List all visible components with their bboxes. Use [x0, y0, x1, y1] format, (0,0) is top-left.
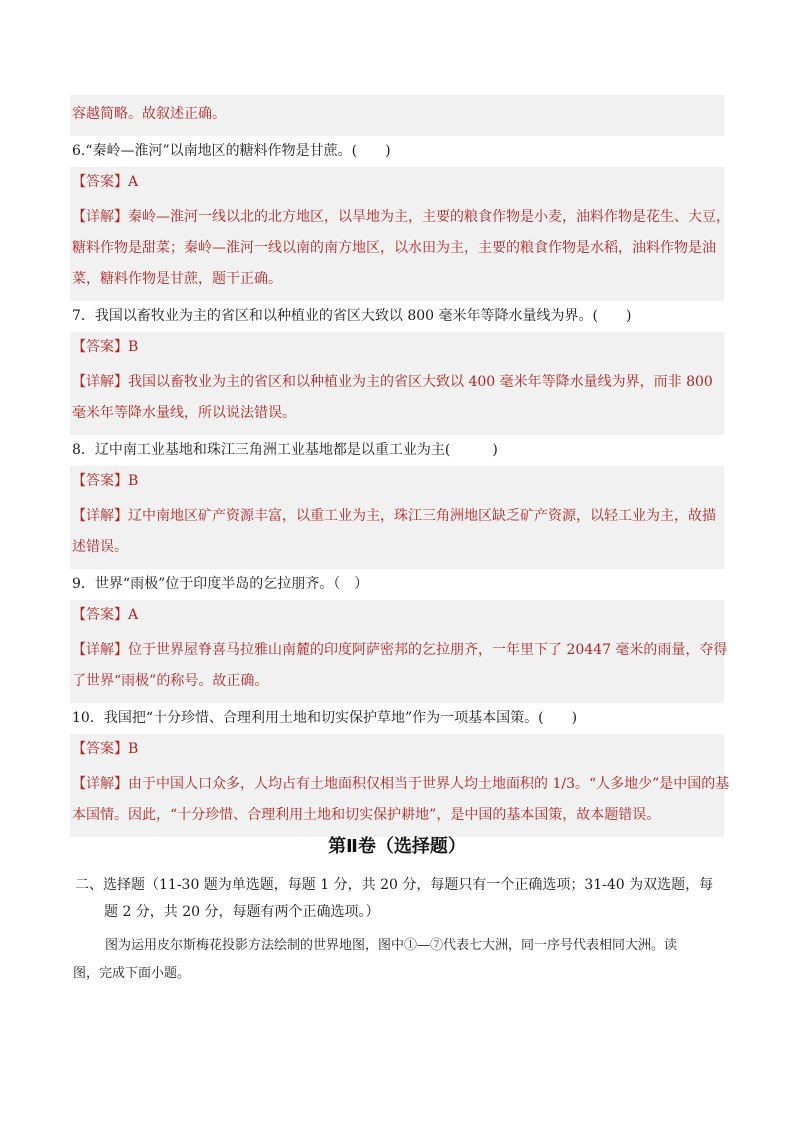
answer-row	[70, 167, 724, 198]
answer-row	[70, 600, 724, 631]
detail-row	[72, 532, 724, 563]
part2-instructions	[75, 872, 725, 926]
answer-value: A	[128, 607, 139, 623]
detail-text: 我国以畜牧业为主的省区和以种植业为主的省区大致以 400 毫米年等降水量线为界，而非 800	[128, 374, 713, 390]
detail-row	[72, 635, 728, 666]
detail-tag: 【详解】	[72, 642, 128, 658]
answer-row	[70, 734, 724, 765]
detail-text: 由于中国人口众多，人均占有土地面积仅相当于世界人均土地面积的 1/3。“人多地少”是中国的基	[128, 776, 730, 792]
answer-tag: 【答案】	[72, 607, 128, 623]
question-text: 6.“秦岭—淮河”以南地区的糖料作物是甘蔗。( )	[72, 143, 391, 159]
part2-line-2: 题 2 分，共 20 分，每题有两个正确选项。）	[104, 904, 380, 920]
detail-block	[70, 631, 728, 703]
detail-text: 辽中南地区矿产资源丰富，以重工业为主，珠江三角洲地区缺乏矿产资源，以轻工业为主，故描	[128, 508, 716, 524]
detail-row	[72, 367, 724, 398]
detail-text: 秦岭—淮河一线以北的北方地区，以旱地为主，主要的粮食作物是小麦，油料作物是花生、大豆，	[128, 209, 730, 225]
detail-row	[72, 99, 724, 130]
detail-row	[72, 666, 724, 697]
question-text: 9．世界“雨极”位于印度半岛的乞拉朋齐。（ ）	[72, 576, 369, 592]
detail-text: 述错误。	[72, 539, 128, 555]
detail-tag: 【详解】	[72, 508, 128, 524]
detail-tag: 【详解】	[72, 209, 128, 225]
detail-row	[72, 501, 724, 532]
question-list	[70, 95, 730, 837]
question-text: 8．辽中南工业基地和珠江三角洲工业基地都是以重工业为主( )	[72, 442, 498, 458]
detail-text: 本国情。因此，“十分珍惜、合理利用土地和切实保护耕地”，是中国的基本国策，故本题错误。	[72, 807, 661, 823]
detail-row	[72, 800, 724, 831]
detail-text: 容越简略。故叙述正确。	[72, 106, 226, 122]
detail-tag: 【详解】	[72, 374, 128, 390]
answer-value: B	[128, 741, 139, 757]
answer-row	[70, 466, 724, 497]
answer-value: B	[128, 473, 139, 489]
section-title: 第Ⅱ卷（选择题）	[328, 836, 466, 857]
detail-text: 菜，糖料作物是甘蔗，题干正确。	[72, 271, 282, 287]
detail-block	[70, 765, 730, 837]
detail-text: 了世界“雨极”的称号。故正确。	[72, 673, 269, 689]
part2-line-1: 二、选择题（11-30 题为单选题，每题 1 分，共 20 分，每题只有一个正确选项；31-40 为双选题，每	[75, 877, 714, 893]
detail-row	[72, 202, 730, 233]
detail-block	[70, 363, 724, 435]
map-intro-line-2: 图，完成下面小题。	[73, 966, 191, 981]
map-intro-line-1: 图为运用皮尔斯梅花投影方法绘制的世界地图，图中①—⑦代表七大洲，同一序号代表相同大洲。读	[105, 938, 678, 953]
detail-text: 糖料作物是甜菜；秦岭—淮河一线以南的南方地区，以水田为主，主要的粮食作物是水稻，油料作物是油	[72, 240, 716, 256]
detail-row	[72, 264, 724, 295]
detail-block	[70, 198, 730, 301]
question-text: 7．我国以畜牧业为主的省区和以种植业的省区大致以 800 毫米年等降水量线为界。( )	[72, 308, 632, 324]
question-text: 10．我国把“十分珍惜、合理利用土地和切实保护草地”作为一项基本国策。( )	[72, 710, 578, 726]
answer-value: B	[128, 339, 139, 355]
answer-tag: 【答案】	[72, 339, 128, 355]
detail-tag: 【详解】	[72, 776, 128, 792]
detail-block	[70, 95, 724, 136]
detail-row	[72, 398, 724, 429]
answer-value: A	[128, 174, 139, 190]
detail-text: 毫米年等降水量线，所以说法错误。	[72, 405, 296, 421]
answer-row	[70, 332, 724, 363]
detail-row	[72, 233, 724, 264]
answer-tag: 【答案】	[72, 473, 128, 489]
map-intro	[73, 932, 723, 988]
answer-tag: 【答案】	[72, 741, 128, 757]
answer-tag: 【答案】	[72, 174, 128, 190]
detail-block	[70, 497, 724, 569]
detail-row	[72, 769, 730, 800]
detail-text: 位于世界屋脊喜马拉雅山南麓的印度阿萨密邦的乞拉朋齐，一年里下了 20447 毫米的雨量，夺得	[128, 642, 728, 658]
